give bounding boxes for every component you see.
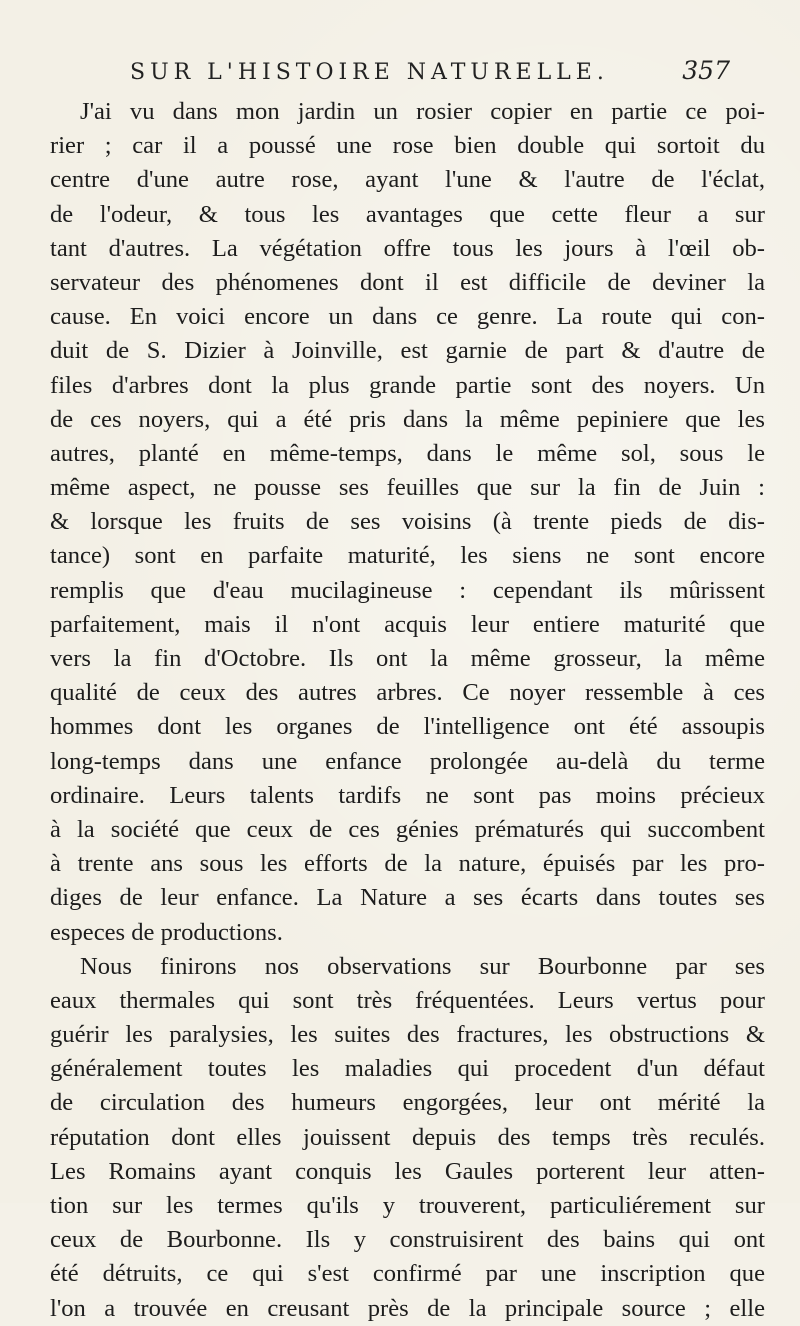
text-line: & lorsque les fruits de ses voisins (à trente pieds de dis- — [50, 508, 765, 536]
text-line: cause. En voici encore un dans ce genre. La route qui con- — [50, 303, 765, 331]
text-line: tion sur les termes qu'ils y trouverent, particuliérement sur — [50, 1192, 765, 1219]
text-line: eaux thermales qui sont très fréquentées. Leurs vertus pour — [50, 986, 765, 1014]
paragraph-2 — [50, 950, 765, 1326]
text-line: même aspect, ne pousse ses feuilles que sur la fin de Juin : — [50, 474, 765, 502]
page-number: 357 — [682, 56, 730, 85]
text-line: Les Romains ayant conquis les Gaules porterent leur atten- — [50, 1157, 765, 1185]
text-line: remplis que d'eau mucilagineuse : cependant ils mûrissent — [50, 576, 765, 604]
text-line: files d'arbres dont la plus grande partie sont des noyers. Un — [50, 371, 765, 399]
text-line: généralement toutes les maladies qui procedent d'un défaut — [50, 1055, 765, 1083]
text-line: guérir les paralysies, les suites des fractures, les obstructions & — [50, 1021, 765, 1049]
text-line: rier ; car il a poussé une rose bien double qui sortoit du — [50, 132, 765, 160]
text-line: tant d'autres. La végétation offre tous les jours à l'œil ob- — [50, 234, 765, 262]
text-line: à la société que ceux de ces génies prématurés qui succombent — [50, 815, 765, 843]
text-line: duit de S. Dizier à Joinville, est garnie de part & d'autre de — [50, 337, 765, 365]
text-line: servateur des phénomenes dont il est difficile de deviner la — [50, 268, 765, 296]
text-line: centre d'une autre rose, ayant l'une & l'autre de l'éclat, — [50, 166, 765, 194]
running-head: SUR L'HISTOIRE NATURELLE. — [130, 60, 609, 85]
text-line: vers la fin d'Octobre. Ils ont la même grosseur, la même — [50, 645, 765, 672]
text-line: de circulation des humeurs engorgées, leur ont mérité la — [50, 1089, 765, 1117]
body-text — [50, 95, 765, 1326]
text-line: long-temps dans une enfance prolongée au-delà du terme — [50, 747, 765, 775]
text-line: ceux de Bourbonne. Ils y construisirent des bains qui ont — [50, 1226, 765, 1254]
text-line: Nous finirons nos observations sur Bourbonne par ses — [80, 952, 765, 980]
text-line: J'ai vu dans mon jardin un rosier copier en partie ce poi- — [80, 98, 765, 125]
text-line: tance) sont en parfaite maturité, les siens ne sont encore — [50, 542, 765, 570]
text-line: été détruits, ce qui s'est confirmé par une inscription que — [50, 1260, 765, 1288]
text-line: autres, planté en même-temps, dans le même sol, sous le — [50, 439, 765, 467]
text-line: l'on a trouvée en creusant près de la principale source ; elle — [50, 1294, 765, 1322]
text-line: de l'odeur, & tous les avantages que cette fleur a sur — [50, 200, 765, 228]
page-header — [130, 52, 730, 92]
text-line: especes de productions. — [50, 918, 283, 946]
text-line: de ces noyers, qui a été pris dans la même pepiniere que les — [50, 405, 765, 433]
text-line: hommes dont les organes de l'intelligence ont été assoupis — [50, 713, 765, 741]
text-line: qualité de ceux des autres arbres. Ce noyer ressemble à ces — [50, 679, 765, 707]
text-line: à trente ans sous les efforts de la nature, épuisés par les pro- — [50, 850, 765, 878]
text-line: diges de leur enfance. La Nature a ses écarts dans toutes ses — [50, 884, 765, 912]
text-line: réputation dont elles jouissent depuis des temps très reculés. — [50, 1123, 765, 1151]
text-line: parfaitement, mais il n'ont acquis leur entiere maturité que — [50, 610, 765, 638]
paragraph-1 — [50, 95, 765, 950]
text-line: ordinaire. Leurs talents tardifs ne sont pas moins précieux — [50, 781, 765, 809]
